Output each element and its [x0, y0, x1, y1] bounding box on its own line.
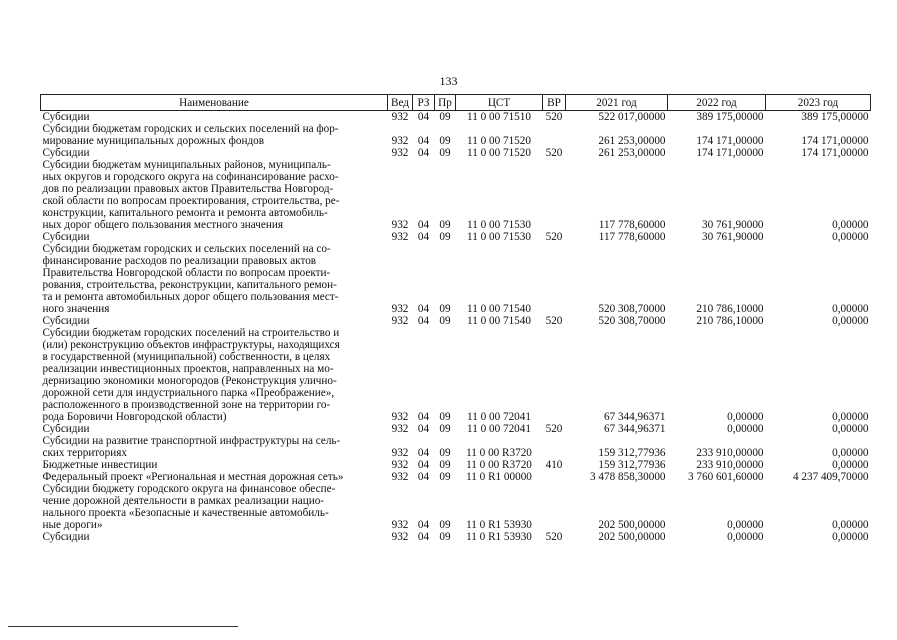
cell-cst: 11 0 00 71510: [467, 111, 531, 123]
cell-pr: 09: [439, 531, 451, 543]
cell-pr: 09: [439, 231, 451, 243]
cell-rz: 04: [417, 411, 430, 423]
cell-rz: 04: [417, 471, 430, 483]
cell-2023: 0,00000: [832, 519, 869, 531]
cell-name: Субсидии: [42, 531, 90, 543]
cell-cst: 11 0 00 72041: [467, 411, 531, 423]
cell-2023: 174 171,00000: [801, 147, 869, 159]
cell-cst: 11 0 00 71540: [467, 315, 531, 327]
cell-vr: 410: [545, 459, 563, 471]
header-cst: ЦСТ: [456, 95, 543, 111]
cell-pr: 09: [439, 111, 451, 123]
cell-ved: 932: [391, 147, 409, 159]
table-row: [41, 231, 871, 243]
cell-cst: 11 0 00 71540: [467, 303, 531, 315]
cell-2021: 202 500,00000: [598, 531, 666, 543]
cell-name: Субсидии бюджетам городских и сельских поселений на со- финансирование расходов по реализации правовых актов Правительства Новгородской области по вопросам проекти- рования, строительства, реконструкции, капитального ремон- та и ремонта автомобильных дорог общего пользования мест- ного значения: [42, 243, 339, 315]
cell-pr: 09: [439, 315, 451, 327]
table-row: [41, 483, 871, 531]
cell-2023: 0,00000: [832, 303, 869, 315]
cell-pr: 09: [439, 135, 451, 147]
cell-2021: 520 308,70000: [598, 315, 666, 327]
cell-2022: 0,00000: [727, 411, 764, 423]
table-header-row: [41, 95, 871, 111]
cell-vr: 520: [545, 531, 563, 543]
table-row: [41, 435, 871, 459]
cell-name: Федеральный проект «Региональная и местная дорожная сеть»: [42, 471, 344, 483]
cell-rz: 04: [417, 111, 430, 123]
cell-ved: 932: [391, 519, 409, 531]
table-row: [41, 243, 871, 315]
cell-2021: 522 017,00000: [598, 111, 666, 123]
cell-cst: 11 0 00 R3720: [466, 447, 532, 459]
cell-2021: 261 253,00000: [598, 135, 666, 147]
cell-rz: 04: [417, 423, 430, 435]
header-rz: РЗ: [413, 95, 435, 111]
table-row: [41, 123, 871, 147]
cell-2021: 159 312,77936: [598, 447, 666, 459]
cell-ved: 932: [391, 315, 409, 327]
cell-cst: 11 0 00 71520: [467, 147, 531, 159]
cell-cst: 11 0 00 71530: [467, 231, 531, 243]
cell-2022: 30 761,90000: [701, 219, 764, 231]
cell-2023: 0,00000: [832, 315, 869, 327]
cell-rz: 04: [417, 303, 430, 315]
cell-ved: 932: [391, 135, 409, 147]
cell-cst: 11 0 00 71530: [467, 219, 531, 231]
header-name: Наименование: [41, 95, 388, 111]
cell-rz: 04: [417, 519, 430, 531]
cell-vr: 520: [545, 315, 563, 327]
cell-vr: [543, 435, 566, 459]
cell-2022: 233 910,00000: [696, 447, 764, 459]
cell-rz: 04: [417, 447, 430, 459]
cell-rz: 04: [417, 219, 430, 231]
table-row: [41, 327, 871, 423]
cell-ved: 932: [391, 459, 409, 471]
header-2023: 2023 год: [766, 95, 871, 111]
cell-rz: 04: [417, 147, 430, 159]
cell-vr: 520: [545, 423, 563, 435]
cell-name: Субсидии бюджетам городских и сельских поселений на фор- мирование муниципальных дорожных фондов: [42, 123, 339, 147]
page-number: 133: [439, 74, 458, 88]
cell-vr: [543, 471, 566, 483]
cell-pr: 09: [439, 219, 451, 231]
cell-2021: 117 778,60000: [598, 219, 666, 231]
cell-2022: 174 171,00000: [696, 147, 764, 159]
cell-2022: 0,00000: [727, 531, 764, 543]
cell-2021: 202 500,00000: [598, 519, 666, 531]
cell-2021: 67 344,96371: [603, 423, 666, 435]
footer-divider: [8, 626, 238, 627]
table-row: [41, 423, 871, 435]
cell-2023: 0,00000: [832, 411, 869, 423]
cell-pr: 09: [439, 519, 451, 531]
cell-2021: 159 312,77936: [598, 459, 666, 471]
cell-2022: 174 171,00000: [696, 135, 764, 147]
cell-name: Субсидии: [42, 147, 90, 159]
table-row: [41, 459, 871, 471]
cell-2023: 4 237 409,70000: [792, 471, 869, 483]
cell-2021: 117 778,60000: [598, 231, 666, 243]
header-vr: ВР: [543, 95, 566, 111]
cell-ved: 932: [391, 411, 409, 423]
cell-pr: 09: [439, 471, 451, 483]
cell-rz: 04: [417, 531, 430, 543]
table-row: [41, 531, 871, 543]
cell-name: Субсидии бюджетам городских поселений на строительство и (или) реконструкцию объектов инфраструктуры, находящихся в государственной (муниципальной) собственности, в целях реализации инвестиционных проектов, направленных на мо- дернизацию экономики моногородов (Реконструкция улично- дорожной сети для индустриального парка «Преображение», расположенного в производственной зоне на территории го- рода Боровичи Новгородской области): [42, 327, 340, 423]
cell-ved: 932: [391, 423, 409, 435]
cell-name: Субсидии бюджетам муниципальных районов, муниципаль- ных округов и городского округа на софинансирование расхо- дов по реализации правовых актов Правительства Новгород- ской области по вопросам проектирования, строительства, ре- конструкции, капитального ремонта и ремонта автомобиль- ных дорог общего пользования местного значения: [42, 159, 340, 231]
cell-2022: 389 175,00000: [696, 111, 764, 123]
table-row: [41, 315, 871, 327]
cell-pr: 09: [439, 411, 451, 423]
cell-2022: 210 786,10000: [696, 315, 764, 327]
cell-rz: 04: [417, 459, 430, 471]
cell-2023: 0,00000: [832, 423, 869, 435]
cell-vr: [543, 483, 566, 531]
budget-table: [40, 94, 871, 543]
cell-2022: 3 760 601,60000: [687, 471, 764, 483]
table-row: [41, 111, 871, 124]
cell-2022: 210 786,10000: [696, 303, 764, 315]
table-row: [41, 159, 871, 231]
cell-ved: 932: [391, 111, 409, 123]
cell-vr: 520: [545, 231, 563, 243]
cell-2022: 0,00000: [727, 519, 764, 531]
cell-vr: [543, 243, 566, 315]
cell-2021: 520 308,70000: [598, 303, 666, 315]
cell-vr: 520: [545, 111, 563, 123]
cell-vr: [543, 159, 566, 231]
cell-rz: 04: [417, 135, 430, 147]
cell-2021: 261 253,00000: [598, 147, 666, 159]
cell-cst: 11 0 R1 53930: [466, 519, 532, 531]
cell-vr: [543, 327, 566, 423]
cell-name: Субсидии: [42, 423, 90, 435]
cell-2023: 0,00000: [832, 219, 869, 231]
cell-cst: 11 0 00 71520: [467, 135, 531, 147]
cell-2021: 67 344,96371: [603, 411, 666, 423]
cell-2022: 30 761,90000: [701, 231, 764, 243]
cell-rz: 04: [417, 315, 430, 327]
cell-vr: [543, 123, 566, 147]
header-pr: Пр: [435, 95, 456, 111]
cell-name: Субсидии на развитие транспортной инфраструктуры на сель- ских территориях: [42, 435, 341, 459]
cell-ved: 932: [391, 471, 409, 483]
header-2021: 2021 год: [566, 95, 668, 111]
cell-name: Бюджетные инвестиции: [42, 459, 158, 471]
cell-pr: 09: [439, 303, 451, 315]
header-ved: Вед: [388, 95, 413, 111]
cell-cst: 11 0 R1 00000: [466, 471, 532, 483]
cell-ved: 932: [391, 303, 409, 315]
cell-2021: 3 478 858,30000: [589, 471, 666, 483]
cell-pr: 09: [439, 147, 451, 159]
cell-2023: 389 175,00000: [801, 111, 869, 123]
cell-2023: 0,00000: [832, 531, 869, 543]
cell-2022: 233 910,00000: [696, 459, 764, 471]
cell-name: Субсидии: [42, 231, 90, 243]
cell-ved: 932: [391, 231, 409, 243]
cell-2023: 0,00000: [832, 459, 869, 471]
cell-vr: 520: [545, 147, 563, 159]
cell-name: Субсидии: [42, 111, 90, 123]
table-row: [41, 147, 871, 159]
cell-cst: 11 0 R1 53930: [466, 531, 532, 543]
cell-ved: 932: [391, 447, 409, 459]
cell-cst: 11 0 00 R3720: [466, 459, 532, 471]
cell-2023: 0,00000: [832, 447, 869, 459]
table-row: [41, 471, 871, 483]
cell-name: Субсидии: [42, 315, 90, 327]
table-body: [41, 111, 871, 544]
cell-pr: 09: [439, 447, 451, 459]
cell-pr: 09: [439, 459, 451, 471]
header-2022: 2022 год: [668, 95, 766, 111]
cell-ved: 932: [391, 531, 409, 543]
cell-cst: 11 0 00 72041: [467, 423, 531, 435]
cell-ved: 932: [391, 219, 409, 231]
cell-rz: 04: [417, 231, 430, 243]
cell-name: Субсидии бюджету городского округа на финансовое обеспе- чение дорожной деятельности в рамках реализации нацио- нального проекта «Безопасные и качественные автомобиль- ные дороги»: [42, 483, 336, 531]
cell-pr: 09: [439, 423, 451, 435]
cell-2022: 0,00000: [727, 423, 764, 435]
cell-2023: 174 171,00000: [801, 135, 869, 147]
cell-2023: 0,00000: [832, 231, 869, 243]
